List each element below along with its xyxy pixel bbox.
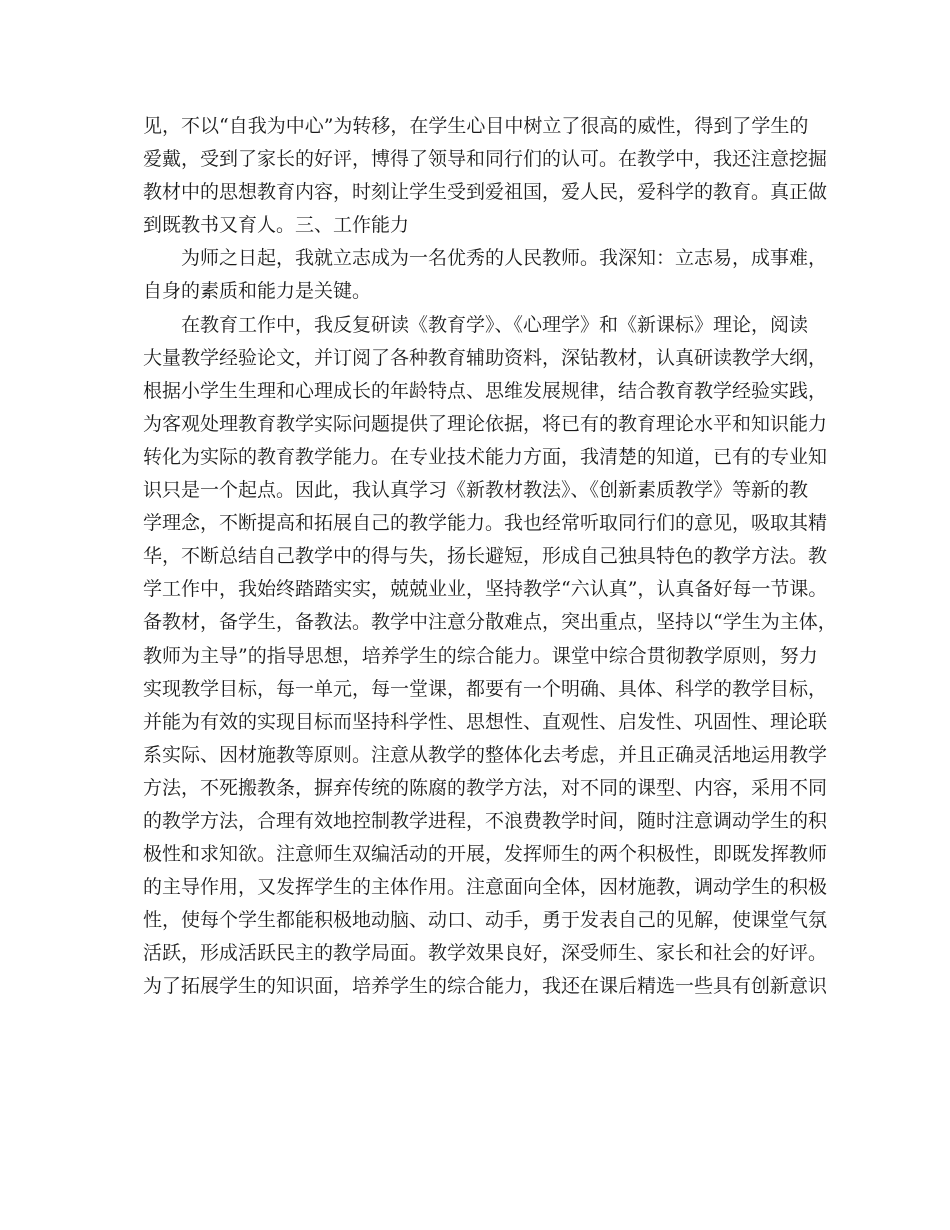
text-line: 方法，不死搬教条，摒弃传统的陈腐的教学方法，对不同的课型、内容，采用不同	[143, 776, 828, 799]
text-line: 性，使每个学生都能积极地动脑、动口、动手，勇于发表自己的见解，使课堂气氛	[143, 909, 828, 932]
text-line: 爱戴，受到了家长的好评，博得了领导和同行们的认可。在教学中，我还注意挖掘	[143, 148, 828, 171]
text-line: 教师为主导”的指导思想，培养学生的综合能力。课堂中综合贯彻教学原则，努力	[143, 644, 818, 667]
text-line: 华，不断总结自己教学中的得与失，扬长避短，形成自己独具特色的教学方法。教	[143, 545, 828, 568]
text-line: 见，不以“自我为中心”为转移，在学生心目中树立了很高的威性，得到了学生的	[143, 115, 809, 137]
text-line: 为师之日起，我就立志成为一名优秀的人民教师。我深知：立志易，成事难，	[181, 247, 828, 270]
text-line: 并能为有效的实现目标而坚持科学性、思想性、直观性、启发性、巩固性、理论联	[143, 710, 828, 733]
text-line: 实现教学目标，每一单元，每一堂课，都要有一个明确、具体、科学的教学目标，	[143, 677, 828, 700]
text-line: 的教学方法，合理有效地控制教学进程，不浪费教学时间，随时注意调动学生的积	[143, 809, 828, 832]
text-line: 在教育工作中，我反复研读《教育学》、《心理学》和《新课标》理论，阅读	[181, 313, 809, 336]
text-line: 学理念，不断提高和拓展自己的教学能力。我也经常听取同行们的意见，吸取其精	[143, 512, 828, 535]
text-line: 极性和求知欲。注意师生双编活动的开展，发挥师生的两个积极性，即既发挥教师	[143, 843, 828, 866]
text-line: 自身的素质和能力是关键。	[143, 280, 372, 303]
text-line: 到既教书又育人。三、工作能力	[143, 214, 410, 237]
text-line: 的主导作用，又发挥学生的主体作用。注意面向全体，因材施教，调动学生的积极	[143, 876, 828, 899]
body-text	[143, 110, 837, 1004]
text-line: 教材中的思想教育内容，时刻让学生受到爱祖国，爱人民，爱科学的教育。真正做	[143, 181, 828, 204]
text-line: 根据小学生生理和心理成长的年龄特点、思维发展规律，结合教育教学经验实践，	[143, 379, 828, 402]
text-line: 转化为实际的教育教学能力。在专业技术能力方面，我清楚的知道，已有的专业知	[143, 445, 828, 468]
text-line: 备教材，备学生，备教法。教学中注意分散难点，突出重点，坚持以“学生为主体，	[143, 611, 837, 634]
text-line: 识只是一个起点。因此，我认真学习《新教材教法》、《创新素质教学》等新的教	[143, 479, 809, 502]
text-line: 为客观处理教育教学实际问题提供了理论依据，将已有的教育理论水平和知识能力	[143, 412, 828, 435]
text-line: 活跃，形成活跃民主的教学局面。教学效果良好，深受师生、家长和社会的好评。	[143, 942, 828, 965]
text-line: 学工作中，我始终踏踏实实，兢兢业业，坚持教学“六认真”，认真备好每一节课。	[143, 578, 828, 601]
text-line: 为了拓展学生的知识面，培养学生的综合能力，我还在课后精选一些具有创新意识	[143, 975, 828, 998]
text-line: 大量教学经验论文，并订阅了各种教育辅助资料，深钻教材，认真研读教学大纲，	[143, 346, 828, 369]
text-line: 系实际、因材施教等原则。注意从教学的整体化去考虑，并且正确灵活地运用教学	[143, 743, 828, 766]
